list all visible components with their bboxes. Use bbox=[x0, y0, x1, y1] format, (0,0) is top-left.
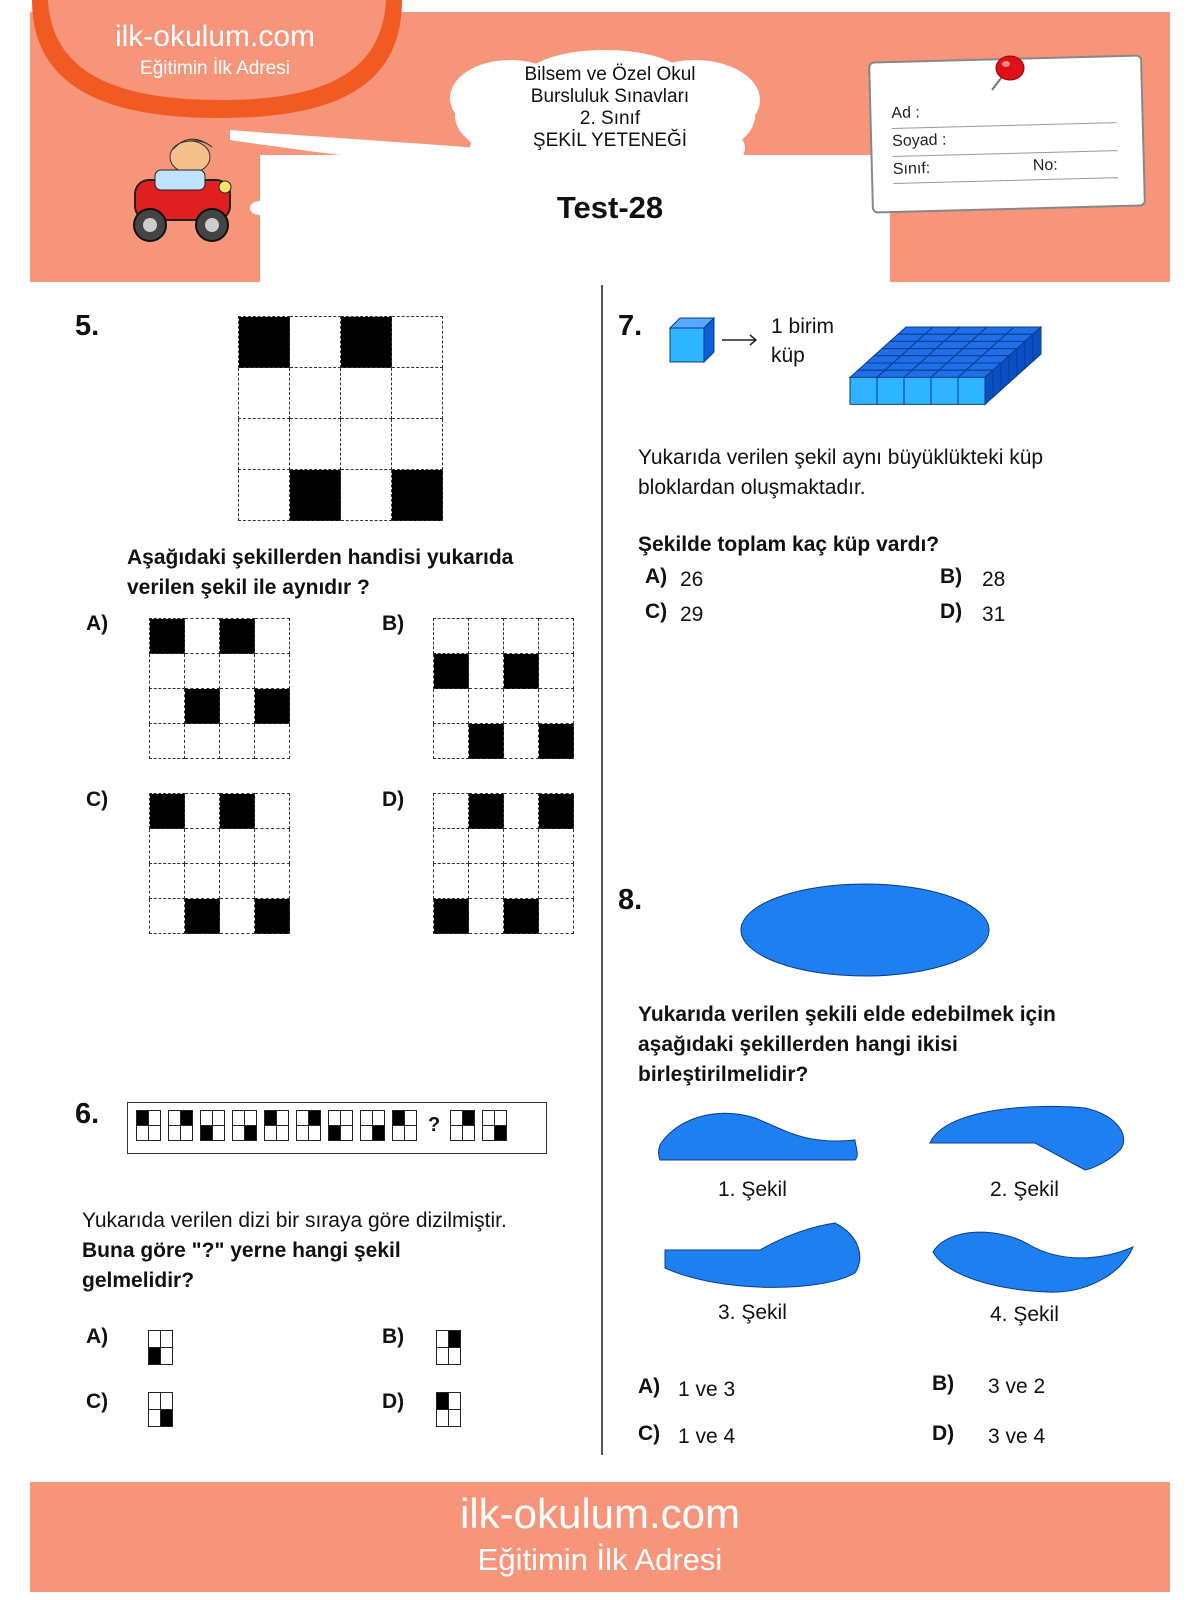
sequence-item bbox=[296, 1110, 321, 1141]
sequence-item bbox=[264, 1110, 289, 1141]
grid-cell-empty bbox=[341, 419, 392, 470]
mini-cell-empty bbox=[297, 1111, 309, 1126]
q6-sequence-box bbox=[127, 1102, 547, 1154]
q6-option-d-label[interactable]: D) bbox=[382, 1390, 405, 1413]
q6-option-a-label[interactable]: A) bbox=[86, 1325, 109, 1348]
pushpin-icon bbox=[982, 52, 1032, 97]
grid-cell-empty bbox=[220, 864, 255, 899]
q5-option-b-label[interactable]: B) bbox=[382, 612, 405, 635]
q6-option-c-shape[interactable] bbox=[148, 1392, 173, 1427]
column-divider bbox=[601, 285, 603, 1455]
mini-cell-empty bbox=[309, 1126, 321, 1141]
q8-question-line-2: aşağıdaki şekillerden hangi ikisi bbox=[638, 1033, 958, 1056]
mini-cell-empty bbox=[161, 1348, 173, 1365]
q6-option-b-label[interactable]: B) bbox=[382, 1325, 405, 1348]
mini-cell-empty bbox=[201, 1111, 213, 1126]
q5-question bbox=[127, 543, 513, 603]
q8-option-c-value[interactable]: 1 ve 4 bbox=[678, 1425, 736, 1448]
q5-option-a-label[interactable]: A) bbox=[86, 612, 109, 635]
grid-cell-empty bbox=[255, 794, 290, 829]
test-title: Test-28 bbox=[556, 190, 664, 225]
mini-cell-filled bbox=[449, 1331, 461, 1348]
mini-cell-filled bbox=[495, 1126, 507, 1141]
q8-option-a-label[interactable]: A) bbox=[638, 1375, 661, 1398]
mini-cell-filled bbox=[201, 1126, 213, 1141]
q8-option-a-value[interactable]: 1 ve 3 bbox=[678, 1378, 736, 1401]
grid-cell-filled bbox=[220, 619, 255, 654]
mini-cell-empty bbox=[405, 1111, 417, 1126]
mini-cell-empty bbox=[245, 1111, 257, 1126]
footer-slogan: Eğitimin İlk Adresi bbox=[477, 1542, 723, 1577]
mini-cell-empty bbox=[373, 1111, 385, 1126]
grid-cell-empty bbox=[185, 724, 220, 759]
grid-cell-empty bbox=[434, 829, 469, 864]
mini-cell-empty bbox=[329, 1111, 341, 1126]
mini-cell-empty bbox=[149, 1111, 161, 1126]
q5-question-line-1: Aşağıdaki şekillerden handisi yukarıda bbox=[127, 546, 514, 569]
sequence-item bbox=[328, 1110, 353, 1141]
grid-cell-empty bbox=[255, 864, 290, 899]
q7-option-b-value[interactable]: 28 bbox=[982, 568, 1006, 591]
cloud-line-2: Bursluluk Sınavları bbox=[530, 86, 690, 107]
unit-cube-label-1: 1 birim bbox=[771, 315, 835, 338]
mini-cell-filled bbox=[149, 1348, 161, 1365]
cube-front-face bbox=[877, 377, 904, 404]
mini-cell-filled bbox=[329, 1126, 341, 1141]
mini-cell-empty bbox=[361, 1126, 373, 1141]
sequence-item bbox=[360, 1110, 385, 1141]
mini-cell-empty bbox=[265, 1126, 277, 1141]
grid-cell-empty bbox=[255, 654, 290, 689]
q7-option-d-value[interactable]: 31 bbox=[982, 603, 1006, 626]
grid-cell-empty bbox=[469, 689, 504, 724]
q7-question: Şekilde toplam kaç küp vardı? bbox=[638, 533, 940, 556]
grid-cell-filled bbox=[255, 899, 290, 934]
grid-cell-empty bbox=[341, 368, 392, 419]
grid-cell-empty bbox=[290, 368, 341, 419]
mini-cell-filled bbox=[463, 1111, 475, 1126]
mini-cell-empty bbox=[277, 1126, 289, 1141]
grid-cell-empty bbox=[185, 864, 220, 899]
grid-cell-empty bbox=[504, 619, 539, 654]
grid-cell-empty bbox=[150, 724, 185, 759]
q7-option-a-label[interactable]: A) bbox=[645, 565, 668, 588]
grid-cell-empty bbox=[469, 654, 504, 689]
mini-cell-filled bbox=[265, 1111, 277, 1126]
grid-cell-empty bbox=[150, 899, 185, 934]
mini-cell-empty bbox=[149, 1331, 161, 1348]
sequence-item bbox=[392, 1110, 417, 1141]
q5-option-c-label[interactable]: C) bbox=[86, 788, 109, 811]
grid-cell-empty bbox=[341, 470, 392, 521]
mini-cell-filled bbox=[161, 1410, 173, 1427]
grid-cell-filled bbox=[434, 899, 469, 934]
grid-cell-filled bbox=[392, 470, 443, 521]
grid-cell-filled bbox=[504, 899, 539, 934]
mini-cell-empty bbox=[161, 1393, 173, 1410]
mini-cell-empty bbox=[437, 1348, 449, 1365]
grid-cell-empty bbox=[434, 794, 469, 829]
grid-cell-filled bbox=[185, 689, 220, 724]
grid-cell-empty bbox=[185, 794, 220, 829]
mini-cell-empty bbox=[449, 1393, 461, 1410]
card-no-label: No: bbox=[1032, 156, 1058, 175]
grid-cell-empty bbox=[220, 654, 255, 689]
grid-cell-empty bbox=[150, 829, 185, 864]
grid-cell-empty bbox=[255, 829, 290, 864]
grid-cell-empty bbox=[220, 829, 255, 864]
grid-cell-filled bbox=[239, 317, 290, 368]
cube-front-face bbox=[931, 377, 958, 404]
grid-cell-filled bbox=[469, 794, 504, 829]
mini-cell-empty bbox=[393, 1126, 405, 1141]
mini-cell-empty bbox=[297, 1126, 309, 1141]
cube-front-face bbox=[958, 377, 985, 404]
cloud-text bbox=[490, 64, 730, 152]
grid-cell-filled bbox=[341, 317, 392, 368]
grid-cell-filled bbox=[290, 470, 341, 521]
grid-cell-filled bbox=[185, 899, 220, 934]
sequence-item bbox=[450, 1110, 475, 1141]
grid-cell-empty bbox=[504, 794, 539, 829]
sequence-item bbox=[168, 1110, 193, 1141]
grid-cell-empty bbox=[469, 829, 504, 864]
grid-cell-filled bbox=[469, 724, 504, 759]
grid-cell-empty bbox=[539, 619, 574, 654]
grid-cell-filled bbox=[150, 619, 185, 654]
q8-shape-1-label: 1. Şekil bbox=[718, 1178, 787, 1201]
grid-cell-empty bbox=[504, 724, 539, 759]
mini-cell-empty bbox=[437, 1410, 449, 1427]
grid-cell-empty bbox=[150, 654, 185, 689]
mini-cell-empty bbox=[437, 1331, 449, 1348]
q8-question bbox=[638, 1000, 1056, 1090]
mini-cell-filled bbox=[309, 1111, 321, 1126]
mini-cell-empty bbox=[483, 1126, 495, 1141]
q5-target-grid bbox=[238, 316, 443, 521]
mini-cell-filled bbox=[245, 1126, 257, 1141]
mini-cell-empty bbox=[149, 1126, 161, 1141]
mini-cell-filled bbox=[437, 1393, 449, 1410]
q5-question-line-2: verilen şekil ile aynıdır ? bbox=[127, 576, 370, 599]
q8-question-line-1: Yukarıda verilen şekili elde edebilmek için bbox=[638, 1003, 1056, 1026]
cube-block-figure bbox=[848, 325, 1078, 435]
grid-cell-empty bbox=[220, 724, 255, 759]
q8-number: 8. bbox=[618, 884, 643, 916]
q7-number: 7. bbox=[618, 310, 643, 342]
q6-question bbox=[82, 1236, 401, 1296]
grid-cell-empty bbox=[434, 864, 469, 899]
mini-cell-empty bbox=[213, 1126, 225, 1141]
q6-option-b-shape[interactable] bbox=[436, 1330, 461, 1365]
logo-slogan: Eğitimin İlk Adresi bbox=[140, 58, 290, 79]
mini-cell-filled bbox=[373, 1126, 385, 1141]
grid-cell-empty bbox=[185, 619, 220, 654]
sequence-question-mark: ? bbox=[428, 1114, 441, 1136]
sequence-item bbox=[482, 1110, 507, 1141]
mini-cell-empty bbox=[169, 1111, 181, 1126]
q6-question-line-2: gelmelidir? bbox=[82, 1269, 195, 1292]
mini-cell-empty bbox=[277, 1111, 289, 1126]
unit-cube-label bbox=[771, 312, 834, 370]
grid-cell-empty bbox=[185, 654, 220, 689]
grid-cell-empty bbox=[434, 689, 469, 724]
q8-shape-3[interactable] bbox=[660, 1218, 870, 1298]
mini-cell-empty bbox=[495, 1111, 507, 1126]
q6-option-d-shape[interactable] bbox=[436, 1392, 461, 1427]
mini-cell-empty bbox=[361, 1111, 373, 1126]
grid-cell-empty bbox=[539, 899, 574, 934]
grid-cell-empty bbox=[504, 689, 539, 724]
grid-cell-empty bbox=[150, 689, 185, 724]
q8-shape-3-label: 3. Şekil bbox=[718, 1301, 787, 1324]
mini-cell-empty bbox=[341, 1111, 353, 1126]
q6-sequence bbox=[136, 1110, 514, 1141]
grid-cell-filled bbox=[434, 654, 469, 689]
q8-option-b-label[interactable]: B) bbox=[932, 1372, 955, 1395]
q8-shape-2[interactable] bbox=[925, 1098, 1135, 1173]
mini-cell-empty bbox=[233, 1126, 245, 1141]
mini-cell-empty bbox=[451, 1111, 463, 1126]
mini-cell-filled bbox=[181, 1111, 193, 1126]
grid-cell-empty bbox=[239, 470, 290, 521]
mini-cell-empty bbox=[341, 1126, 353, 1141]
grid-cell-filled bbox=[150, 794, 185, 829]
q8-shape-1[interactable] bbox=[655, 1100, 865, 1170]
q7-option-c-value[interactable]: 29 bbox=[680, 603, 704, 626]
mini-cell-filled bbox=[137, 1111, 149, 1126]
grid-cell-empty bbox=[290, 419, 341, 470]
grid-cell-empty bbox=[469, 864, 504, 899]
q5-option-a-grid[interactable] bbox=[149, 618, 290, 759]
q8-shape-4-label: 4. Şekil bbox=[990, 1303, 1059, 1326]
grid-cell-empty bbox=[185, 829, 220, 864]
mini-cell-empty bbox=[483, 1111, 495, 1126]
q5-option-d-grid[interactable] bbox=[433, 793, 574, 934]
grid-cell-empty bbox=[220, 899, 255, 934]
grid-cell-empty bbox=[504, 864, 539, 899]
sequence-item bbox=[136, 1110, 161, 1141]
grid-cell-empty bbox=[239, 368, 290, 419]
q8-shape-2-label: 2. Şekil bbox=[990, 1178, 1059, 1201]
grid-cell-empty bbox=[290, 317, 341, 368]
q7-text bbox=[638, 443, 1043, 503]
mini-cell-empty bbox=[451, 1126, 463, 1141]
unit-cube-icon bbox=[668, 316, 763, 366]
unit-cube-label-2: küp bbox=[771, 344, 805, 367]
q5-number: 5. bbox=[75, 310, 100, 342]
grid-cell-empty bbox=[239, 419, 290, 470]
q5-target-table bbox=[238, 316, 443, 521]
mini-cell-empty bbox=[149, 1410, 161, 1427]
q8-option-b-value[interactable]: 3 ve 2 bbox=[988, 1375, 1046, 1398]
grid-cell-filled bbox=[220, 794, 255, 829]
grid-cell-empty bbox=[392, 419, 443, 470]
sequence-item bbox=[200, 1110, 225, 1141]
q7-option-a-value[interactable]: 26 bbox=[680, 568, 704, 591]
grid-cell-empty bbox=[504, 829, 539, 864]
thought-bubbles bbox=[240, 150, 440, 230]
mini-cell-empty bbox=[161, 1331, 173, 1348]
logo-site[interactable]: ilk-okulum.com bbox=[114, 20, 316, 53]
grid-cell-filled bbox=[539, 794, 574, 829]
q8-question-line-3: birleştirilmelidir? bbox=[638, 1063, 809, 1086]
grid-cell-empty bbox=[392, 317, 443, 368]
grid-cell-empty bbox=[255, 724, 290, 759]
grid-cell-empty bbox=[220, 689, 255, 724]
mini-cell-empty bbox=[181, 1126, 193, 1141]
q8-option-c-label[interactable]: C) bbox=[638, 1422, 661, 1445]
q6-number: 6. bbox=[75, 1098, 100, 1130]
mini-cell-empty bbox=[233, 1111, 245, 1126]
q5-option-c-grid[interactable] bbox=[149, 793, 290, 934]
q8-option-d-value[interactable]: 3 ve 4 bbox=[988, 1425, 1046, 1448]
sequence-item bbox=[232, 1110, 257, 1141]
cloud-line-1: Bilsem ve Özel Okul bbox=[524, 64, 696, 85]
grid-cell-empty bbox=[392, 368, 443, 419]
grid-cell-filled bbox=[539, 724, 574, 759]
q7-option-b-label[interactable]: B) bbox=[940, 565, 963, 588]
card-ad-label: Ad : bbox=[891, 104, 921, 123]
grid-cell-empty bbox=[539, 654, 574, 689]
cube-front-face bbox=[850, 377, 877, 404]
cloud-line-3: 2. Sınıf bbox=[579, 108, 641, 129]
q5-option-b-grid[interactable] bbox=[433, 618, 574, 759]
q6-question-line-1: Buna göre "?" yerne hangi şekil bbox=[82, 1239, 401, 1262]
grid-cell-empty bbox=[255, 619, 290, 654]
mini-cell-empty bbox=[169, 1126, 181, 1141]
q6-text: Yukarıda verilen dizi bir sıraya göre dizilmiştir. bbox=[82, 1209, 507, 1232]
grid-cell-empty bbox=[434, 619, 469, 654]
mini-cell-empty bbox=[449, 1348, 461, 1365]
q8-ellipse-shape bbox=[740, 882, 1000, 982]
q8-shape-4[interactable] bbox=[928, 1222, 1143, 1297]
q6-option-a-shape[interactable] bbox=[148, 1330, 173, 1365]
footer-site[interactable]: ilk-okulum.com bbox=[459, 1490, 741, 1537]
q6-option-c-label[interactable]: C) bbox=[86, 1390, 109, 1413]
car-kid-illustration bbox=[120, 125, 250, 250]
card-soyad-label: Soyad : bbox=[891, 131, 947, 151]
q7-text-line-2: bloklardan oluşmaktadır. bbox=[638, 476, 866, 499]
card-sinif-label: Sınıf: bbox=[892, 160, 931, 178]
grid-cell-empty bbox=[539, 689, 574, 724]
q8-option-d-label[interactable]: D) bbox=[932, 1422, 955, 1445]
mini-cell-empty bbox=[405, 1126, 417, 1141]
grid-cell-empty bbox=[469, 899, 504, 934]
grid-cell-filled bbox=[255, 689, 290, 724]
grid-cell-empty bbox=[434, 724, 469, 759]
grid-cell-filled bbox=[504, 654, 539, 689]
grid-cell-empty bbox=[539, 864, 574, 899]
q5-option-d-label[interactable]: D) bbox=[382, 788, 405, 811]
q7-text-line-1: Yukarıda verilen şekil aynı büyüklükteki küp bbox=[638, 446, 1044, 469]
mini-cell-filled bbox=[393, 1111, 405, 1126]
mini-cell-empty bbox=[213, 1111, 225, 1126]
grid-cell-empty bbox=[150, 864, 185, 899]
mini-cell-empty bbox=[449, 1410, 461, 1427]
mini-cell-empty bbox=[463, 1126, 475, 1141]
mini-cell-empty bbox=[149, 1393, 161, 1410]
cube-front-face bbox=[904, 377, 931, 404]
grid-cell-empty bbox=[539, 829, 574, 864]
q7-option-c-label[interactable]: C) bbox=[645, 600, 668, 623]
q7-option-d-label[interactable]: D) bbox=[940, 600, 963, 623]
mini-cell-empty bbox=[137, 1126, 149, 1141]
grid-cell-empty bbox=[469, 619, 504, 654]
cloud-line-4: ŞEKİL YETENEĞİ bbox=[532, 130, 688, 151]
